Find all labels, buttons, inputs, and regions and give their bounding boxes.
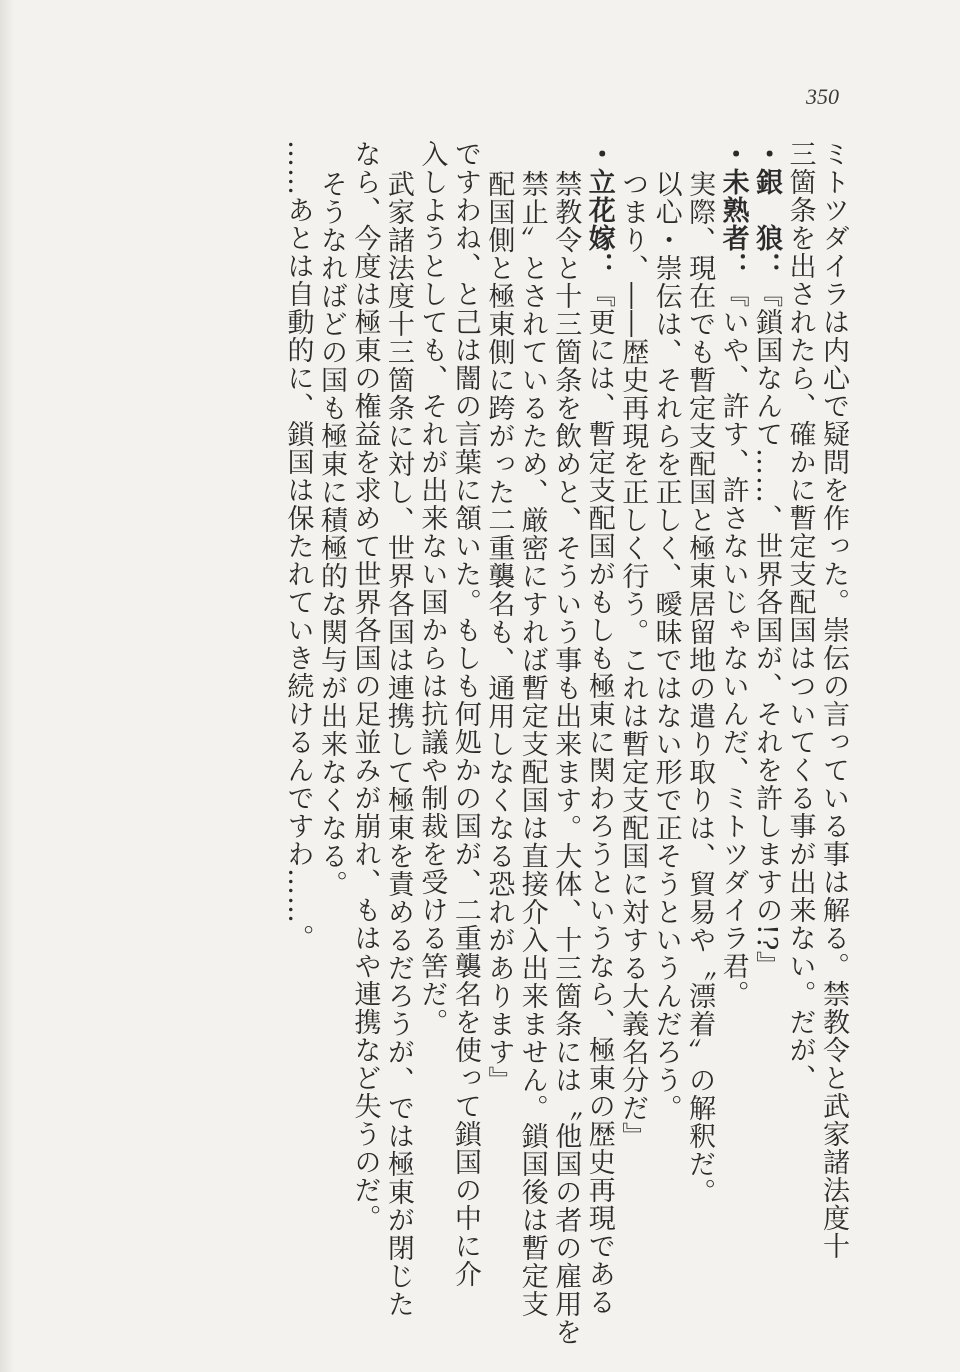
text-line: なら、今度は極東の権益を求めて世界各国の足並みが崩れ、もはや連携など失うのだ。 <box>349 140 381 1232</box>
text-line: つまり、――歴史再現を正しく行う。これは暫定支配国に対する大義名分だ』 <box>617 169 649 1150</box>
page-number: 350 <box>806 84 839 109</box>
text-line: 武家諸法度十三箇条に対し、世界各国は連携して極東を責めるだろうが、では極東が閉じた <box>382 169 414 1318</box>
speaker-name: ・銀 狼： <box>751 140 783 280</box>
text-line: ですわね、と己は闇の言葉に頷いた。もしも何処かの国が、二重襲名を使って鎖国の中に介 <box>449 140 481 1288</box>
speaker-name: ・立花嫁： <box>583 140 615 280</box>
text-line: ミトツダイラは内心で疑問を作った。崇伝の言っている事は解る。禁教令と武家諸法度十 <box>818 140 849 1260</box>
speaker-name: ・未熟者： <box>717 140 749 280</box>
text-line: 以心・崇伝は、それらを正しく、曖昧ではない形で正そうというんだろう。 <box>650 169 682 1122</box>
text-line: 三箇条を出されたら、確かに暫定支配国はついてくる事が出来ない。だが、 <box>784 140 816 1092</box>
text-line: 禁止〟とされているため、厳密にすれば暫定支配国は直接介入出来ません。鎖国後は暫定支 <box>516 169 548 1318</box>
text-line: 入しようとしても、それが出来ない国からは抗議や制裁を受ける筈だ。 <box>416 140 448 1036</box>
vertical-text-body <box>110 140 850 1346</box>
page-binding-shadow <box>0 0 14 1372</box>
text-line: そうなればどの国も極東に積極的な関与が出来なくなる。 <box>315 169 347 898</box>
dialogue-line: ・未熟者：『いや、許す、許さないじゃないんだ、ミトツダイラ君。 <box>717 140 749 1008</box>
text-line: 実際、現在でも暫定支配国と極東居留地の遣り取りは、貿易や〝漂着〟の解釈だ。 <box>684 169 716 1206</box>
text-line: 禁教令と十三箇条を飲めと、そういう事も出来ます。大体、十三箇条には〝他国の者の雇用を <box>550 169 582 1346</box>
dialogue-line: ・銀 狼：『鎖国なんて……、世界各国が、それを許しますの!?』 <box>751 140 783 980</box>
text-line: ……あとは自動的に、鎖国は保たれていき続けるんですわ……。 <box>282 140 314 952</box>
text-line: 配国側と極東側に跨がった二重襲名も、通用しなくなる恐れがあります』 <box>483 169 515 1094</box>
dialogue-line: ・立花嫁：『更には、暫定支配国がもしも極東に関わろうというなら、極東の歴史再現である <box>583 140 615 1316</box>
